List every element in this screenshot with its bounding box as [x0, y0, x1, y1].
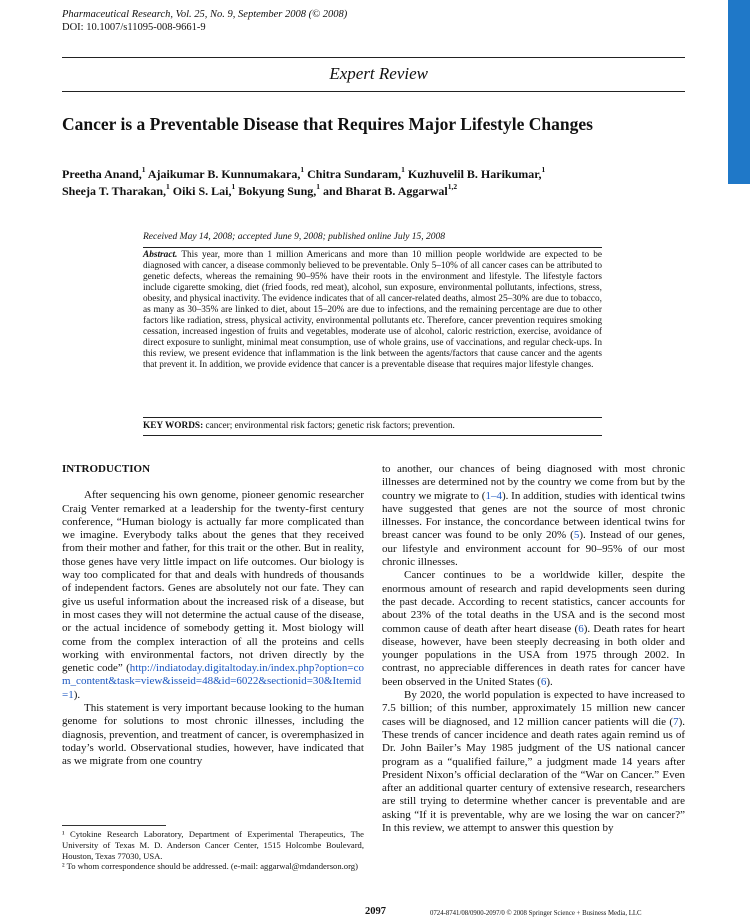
author: Sheeja T. Tharakan,	[62, 184, 167, 198]
author-affiliation: 1	[300, 165, 305, 174]
section-rule-bottom	[62, 91, 685, 92]
indiatoday-link[interactable]: http://indiatoday.digitaltoday.in/index.php?option=com_content&task=view&isseid=48&id=6022&sectionid=30&Itemid=1	[62, 662, 364, 701]
keywords-rule	[143, 435, 602, 436]
abstract-text: This year, more than 1 million Americans and more than 10 million people worldwide are expected to be diagnosed with cancer, a disease commonly believed to be preventable. Only 5–10% of all cancer cases can be attributed to genetic defects, whereas the remaining 90–95% have their roots in the environment and lifestyle. The lifestyle factors include cigarette smoking, diet (fried foods, red meat), alcohol, sun exposure, environmental pollutants, infections, stress, obesity, and physical inactivity. The evidence indicates that of all cancer-related deaths, almost 25–30% are due to tobacco, as many as 30–35% are linked to diet, about 15–20% are due to infections, and the remaining percentage are due to other factors like radiation, stress, physical activity, environmental pollutants etc. Therefore, cancer prevention requires smoking cessation, increased ingestion of fruits and vegetables, moderate use of alcohol, caloric restriction, exercise, avoidance of direct exposure to sunlight, minimal meat consumption, use of whole grains, use of vaccinations, and regular check-ups. In this review, we present evidence that inflammation is the link between the agents/factors that cause cancer and the agents that prevent it. In addition, we provide evidence that cancer is a preventable disease that requires major lifestyle changes.	[143, 250, 602, 371]
footnote-rule	[62, 825, 166, 826]
journal-header	[62, 8, 347, 34]
author: Bokyung Sung,	[235, 184, 317, 198]
doi: DOI: 10.1007/s11095-008-9661-9	[62, 22, 206, 33]
keywords	[143, 421, 602, 431]
citation-link[interactable]: 6	[540, 675, 547, 688]
body-column-left	[62, 463, 364, 769]
page-number: 2097	[365, 906, 386, 917]
section-label-text: Expert Review	[329, 64, 428, 83]
abstract	[143, 250, 602, 372]
journal-citation: Pharmaceutical Research, Vol. 25, No. 9, September 2008 (© 2008)	[62, 9, 348, 20]
abstract-label: Abstract.	[143, 250, 178, 260]
publisher-imprint: 0724-8741/08/0900-2097/0 © 2008 Springer Science + Business Media, LLC	[430, 910, 642, 917]
body-column-right	[382, 463, 685, 835]
paragraph: This statement is very important because looking to the human genome for solutions to most chronic illnesses, including the diagnosis, prevention, and treatment of cancer, is overemphasized in today’s world. Observational studies, however, have indicated that as we migrate from one country	[62, 702, 364, 768]
author-list	[62, 166, 662, 200]
abstract-rule-top	[143, 247, 602, 248]
author-affiliation: 1	[316, 182, 321, 191]
footnote-affiliation: ¹ Cytokine Research Laboratory, Department of Experimental Therapeutics, The University of Texas M. D. Anderson Cancer Center, 1515 Holcombe Boulevard, Houston, Texas 77030, USA.	[62, 829, 364, 861]
author-affiliation: 1	[166, 182, 170, 191]
author: Oiki S. Lai,	[169, 184, 232, 198]
citation-link[interactable]: 5	[573, 529, 580, 542]
author: Ajaikumar B. Kunnumakara,	[145, 167, 301, 181]
citation-link[interactable]: 7	[673, 715, 679, 728]
author-line-2	[62, 183, 662, 200]
paragraph: By 2020, the world population is expected to have increased to 7.5 billion; of this number, approximately 15 million new cancer cases will be diagnosed, and 12 million cancer patients will die (7). These trends of cancer incidence and death rates again remind us of Dr. John Bailer’s May 1985 judgment of the US national cancer program as a “qualified failure,” a judgment made 14 years after President Nixon’s official declaration of the “War on Cancer.” Even after an additional quarter century of extensive research, researchers are still trying to determine whether cancer is preventable and are asking “If it is preventable, why are we losing the war on cancer?” In this review, we attempt to answer this question by	[382, 689, 685, 835]
side-tab-marker	[728, 0, 750, 184]
citation-link[interactable]: 1–4	[485, 489, 502, 502]
intro-heading: INTRODUCTION	[62, 463, 151, 475]
received-dates: Received May 14, 2008; accepted June 9, 2008; published online July 15, 2008	[143, 232, 446, 242]
author-affiliation: 1	[541, 165, 546, 174]
author: Kuzhuvelil B. Harikumar,	[404, 167, 542, 181]
section-rule-top	[62, 57, 685, 58]
paragraph: Cancer continues to be a worldwide killer, despite the enormous amount of research and rapid developments seen during the past decade. According to recent statistics, cancer accounts for about 23% of the total deaths in the USA and is the second most common cause of death after heart disease (6). Death rates for heart disease, however, have been steeply decreasing in both older and younger populations in the USA from 1975 through 2002. In contrast, no appreciable differences in death rates for cancer have been observed in the United States (6).	[382, 569, 685, 688]
author-affiliation: 1	[401, 165, 405, 174]
footnotes	[62, 829, 364, 872]
article-title: Cancer is a Preventable Disease that Requires Major Lifestyle Changes	[62, 114, 593, 134]
author-line-1	[62, 166, 662, 183]
author: and Bharat B. Aggarwal	[320, 184, 448, 198]
paragraph: After sequencing his own genome, pioneer genomic researcher Craig Venter remarked at a leadership for the twenty-first century conference, “Human biology is actually far more complicated than we imagine. Everybody talks about the genes that they received from their mother and father, for this trait or the other. But in reality, those genes have very little impact on life outcomes. Our biology is way too complicated for that and deals with hundreds of thousands of independent factors. Genes are absolutely not our fate. They can give us useful information about the increased risk of a disease, but in most cases they will not determine the actual cause of the disease, or the actual incidence of somebody getting it. Most biology will come from the complex interaction of all the proteins and cells working with environmental factors, not driven directly by the genetic code” (http://indiatoday.digitaltoday.in/index.php?option=com_content&task=view&isseid=48&id=6022&sectionid=30&Itemid=1).	[62, 489, 364, 701]
keywords-text: cancer; environmental risk factors; genetic risk factors; prevention.	[203, 421, 455, 431]
abstract-rule-bottom	[143, 417, 602, 418]
author-affiliation: 1,2	[447, 182, 458, 191]
author: Preetha Anand,	[62, 167, 142, 181]
author: Chitra Sundaram,	[304, 167, 402, 181]
author-affiliation: 1	[231, 182, 236, 191]
footnote-correspondence: ² To whom correspondence should be addressed. (e-mail: aggarwal@mdanderson.org)	[62, 861, 358, 872]
keywords-label: KEY WORDS:	[143, 421, 204, 431]
paragraph: to another, our chances of being diagnosed with most chronic illnesses are determined not by the country we come from but by the country we migrate to (1–4). In addition, studies with identical twins have suggested that genes are not the source of most chronic illnesses. For instance, the concordance between identical twins for breast cancer was found to be only 20% (5). Instead of our genes, our lifestyle and environment account for 90–95% of our most chronic illnesses.	[382, 463, 685, 569]
citation-link[interactable]: 6	[578, 622, 584, 635]
author-affiliation: 1	[141, 165, 146, 174]
